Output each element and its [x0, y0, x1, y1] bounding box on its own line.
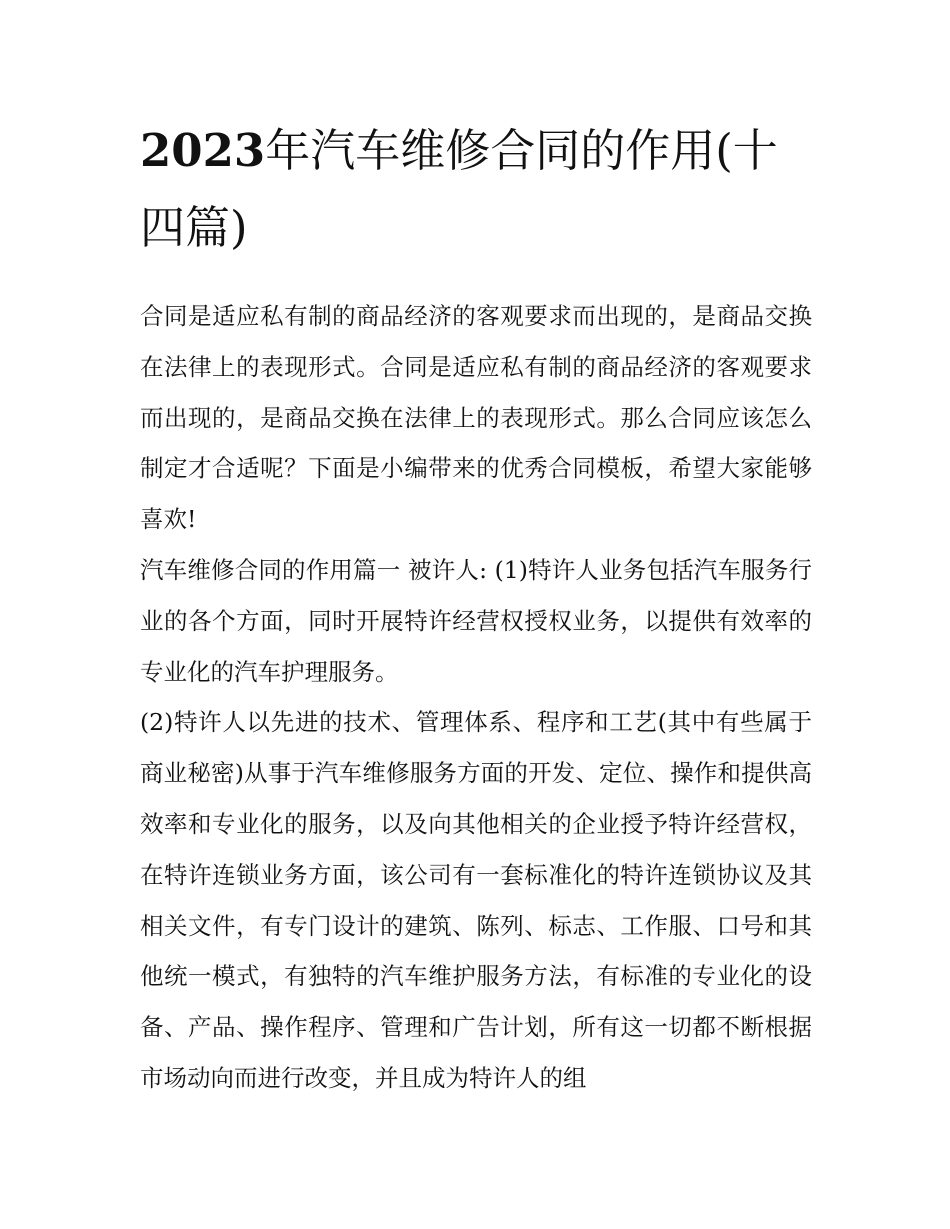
title-text: 年汽车维修合同的作用(十四篇)	[140, 124, 778, 254]
intro-paragraph: 合同是适应私有制的商品经济的客观要求而出现的，是商品交换在法律上的表现形式。合同是适应私有制的商品经济的客观要求而出现的，是商品交换在法律上的表现形式。那么合同应该怎么制定才合适呢？下面是小编带来的优秀合同模板，希望大家能够喜欢!	[140, 302, 812, 534]
document-title	[140, 112, 812, 266]
document-page	[140, 112, 812, 1104]
title-year: 2023	[140, 124, 266, 177]
clause-two-paragraph: (2)特许人以先进的技术、管理体系、程序和工艺(其中有些属于商业秘密)从事于汽车维修服务方面的开发、定位、操作和提供高效率和专业化的服务，以及向其他相关的企业授予特许经营权，在特许连锁业务方面，该公司有一套标准化的特许连锁协议及其相关文件，有专门设计的建筑、陈列、标志、工作服、口号和其他统一模式，有独特的汽车维护服务方法，有标准的专业化的设备、产品、操作程序、管理和广告计划，所有这一切都不断根据市场动向而进行改变，并且成为特许人的组	[140, 708, 812, 1092]
section-one-paragraph: 汽车维修合同的作用篇一 被许人: (1)特许人业务包括汽车服务行业的各个方面，同时开展特许经营权授权业务，以提供有效率的专业化的汽车护理服务。	[140, 555, 812, 686]
document-body	[140, 291, 812, 1104]
